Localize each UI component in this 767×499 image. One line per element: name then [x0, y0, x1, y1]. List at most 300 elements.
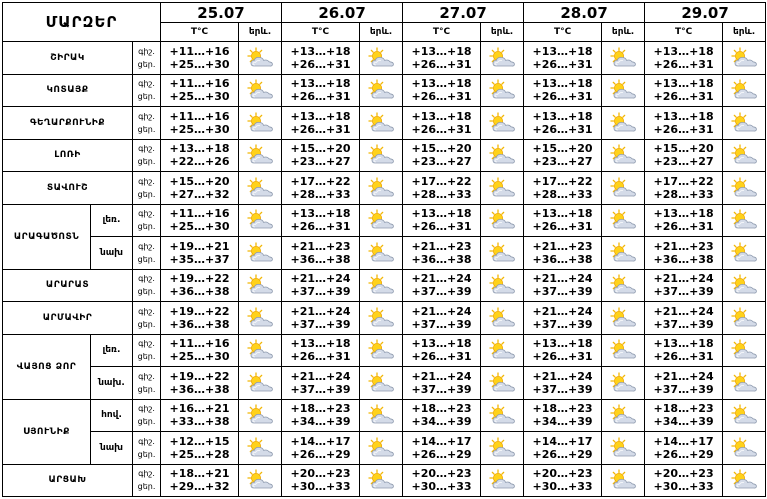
temp-cell [645, 107, 723, 140]
sun-behind-cloud-icon [245, 372, 275, 394]
day-temp: +23…+27 [532, 155, 593, 169]
temp-cell [645, 367, 723, 400]
night-temp: +21…+24 [653, 369, 714, 383]
weather-icon-cell [481, 302, 524, 335]
day-temp: +27…+32 [169, 187, 230, 201]
temp-cell [161, 172, 239, 205]
night-temp: +21…+24 [532, 272, 593, 286]
weather-icon-cell [723, 464, 766, 497]
night-label: գիշ. [138, 306, 155, 316]
night-temp: +21…+24 [290, 369, 351, 383]
weather-icon-cell [481, 204, 524, 237]
sun-behind-cloud-icon [729, 242, 759, 264]
sun-behind-cloud-icon [608, 79, 638, 101]
forecast-row [3, 334, 766, 367]
sun-behind-cloud-icon [729, 339, 759, 361]
weather-icon-cell [481, 42, 524, 75]
temp-col-header: T°C [282, 23, 360, 42]
day-label: ցեր. [137, 482, 156, 492]
sun-behind-cloud-icon [366, 372, 396, 394]
weather-icon-cell [723, 204, 766, 237]
day-temp: +36…+38 [653, 252, 714, 266]
forecast-row [3, 432, 766, 465]
night-temp: +21…+23 [653, 239, 714, 253]
zone-name: նախ. [91, 367, 133, 400]
weather-icon-cell [602, 107, 645, 140]
sun-behind-cloud-icon [245, 144, 275, 166]
temp-cell [403, 432, 481, 465]
night-label: գիշ. [138, 469, 155, 479]
temp-col-header: T°C [403, 23, 481, 42]
weather-icon-cell [239, 334, 282, 367]
temp-cell [282, 204, 360, 237]
weather-icon-cell [360, 107, 403, 140]
zone-name: նախ [91, 432, 133, 465]
sun-behind-cloud-icon [487, 437, 517, 459]
sun-behind-cloud-icon [608, 209, 638, 231]
sun-behind-cloud-icon [729, 404, 759, 426]
night-temp: +20…+23 [653, 467, 714, 481]
day-temp: +36…+38 [532, 252, 593, 266]
sun-behind-cloud-icon [245, 437, 275, 459]
region-name: ՏԱՎՈՒՇ [3, 172, 133, 205]
day-temp: +35…+37 [169, 252, 230, 266]
time-of-day-labels [133, 237, 161, 270]
forecast-row [3, 172, 766, 205]
weather-icon-cell [723, 107, 766, 140]
temp-cell [282, 172, 360, 205]
temp-cell [282, 42, 360, 75]
time-of-day-labels [133, 399, 161, 432]
temp-cell [403, 334, 481, 367]
weather-icon-cell [360, 172, 403, 205]
region-name: ԱՐԱԳԱԾՈՏՆ [3, 204, 91, 269]
night-temp: +13…+18 [532, 337, 593, 351]
sun-behind-cloud-icon [366, 437, 396, 459]
weather-col-header: երև. [481, 23, 524, 42]
sun-behind-cloud-icon [245, 79, 275, 101]
region-name: ԱՐՄԱՎԻՐ [3, 302, 133, 335]
night-temp: +21…+24 [653, 272, 714, 286]
sun-behind-cloud-icon [487, 404, 517, 426]
sun-behind-cloud-icon [608, 469, 638, 491]
sun-behind-cloud-icon [608, 112, 638, 134]
weather-icon-cell [239, 367, 282, 400]
temp-cell [645, 432, 723, 465]
forecast-row [3, 204, 766, 237]
temp-col-header: T°C [161, 23, 239, 42]
temp-cell [524, 107, 602, 140]
sun-behind-cloud-icon [487, 144, 517, 166]
night-temp: +21…+24 [290, 272, 351, 286]
day-label: ցեր. [137, 417, 156, 427]
night-temp: +13…+18 [169, 142, 230, 156]
night-temp: +21…+23 [290, 239, 351, 253]
temp-cell [645, 302, 723, 335]
temp-cell [161, 334, 239, 367]
temp-cell [524, 204, 602, 237]
temp-cell [282, 237, 360, 270]
night-temp: +19…+22 [169, 369, 230, 383]
sun-behind-cloud-icon [487, 177, 517, 199]
day-temp: +36…+38 [169, 317, 230, 331]
weather-icon-cell [723, 367, 766, 400]
day-temp: +37…+39 [653, 317, 714, 331]
day-temp: +26…+31 [411, 122, 472, 136]
night-temp: +21…+24 [411, 272, 472, 286]
sun-behind-cloud-icon [366, 47, 396, 69]
night-temp: +14…+17 [653, 434, 714, 448]
day-temp: +26…+31 [532, 350, 593, 364]
day-label: ցեր. [137, 287, 156, 297]
sun-behind-cloud-icon [487, 79, 517, 101]
weather-icon-cell [360, 269, 403, 302]
time-of-day-labels [133, 302, 161, 335]
region-name: ԼՈՌԻ [3, 139, 133, 172]
sun-behind-cloud-icon [245, 274, 275, 296]
sun-behind-cloud-icon [608, 177, 638, 199]
forecast-table [2, 2, 766, 497]
temp-cell [403, 464, 481, 497]
weather-icon-cell [723, 42, 766, 75]
day-temp: +30…+33 [411, 480, 472, 494]
day-temp: +28…+33 [532, 187, 593, 201]
night-temp: +21…+24 [532, 369, 593, 383]
temp-cell [524, 367, 602, 400]
night-label: գիշ. [138, 339, 155, 349]
day-temp: +37…+39 [411, 285, 472, 299]
day-temp: +26…+31 [290, 57, 351, 71]
night-temp: +11…+16 [169, 77, 230, 91]
temp-cell [524, 172, 602, 205]
night-temp: +13…+18 [411, 207, 472, 221]
sun-behind-cloud-icon [729, 144, 759, 166]
day-temp: +25…+30 [169, 350, 230, 364]
temp-cell [282, 74, 360, 107]
weather-icon-cell [360, 334, 403, 367]
temp-col-header: T°C [645, 23, 723, 42]
day-temp: +26…+31 [653, 90, 714, 104]
day-temp: +26…+31 [290, 122, 351, 136]
night-temp: +13…+18 [653, 207, 714, 221]
night-label: գիշ. [138, 111, 155, 121]
day-label: ցեր. [137, 384, 156, 394]
night-temp: +20…+23 [290, 467, 351, 481]
weather-icon-cell [360, 204, 403, 237]
weather-icon-cell [723, 172, 766, 205]
day-temp: +34…+39 [653, 415, 714, 429]
weather-icon-cell [602, 399, 645, 432]
zone-name: լեռ. [91, 334, 133, 367]
day-temp: +26…+31 [532, 122, 593, 136]
day-label: ցեր. [137, 319, 156, 329]
night-temp: +13…+18 [653, 109, 714, 123]
weather-icon-cell [360, 399, 403, 432]
weather-col-header: երև. [360, 23, 403, 42]
night-temp: +16…+21 [169, 402, 230, 416]
temp-cell [282, 464, 360, 497]
weather-icon-cell [239, 139, 282, 172]
weather-icon-cell [481, 237, 524, 270]
day-temp: +23…+27 [653, 155, 714, 169]
day-temp: +28…+33 [411, 187, 472, 201]
sun-behind-cloud-icon [245, 404, 275, 426]
night-temp: +14…+17 [290, 434, 351, 448]
weather-icon-cell [360, 42, 403, 75]
date-header: 29.07 [645, 3, 766, 23]
day-temp: +26…+31 [532, 220, 593, 234]
night-temp: +13…+18 [290, 109, 351, 123]
weather-icon-cell [481, 107, 524, 140]
temp-cell [161, 139, 239, 172]
weather-icon-cell [481, 432, 524, 465]
temp-cell [282, 334, 360, 367]
weather-icon-cell [239, 107, 282, 140]
temp-cell [524, 42, 602, 75]
weather-icon-cell [360, 432, 403, 465]
weather-icon-cell [723, 237, 766, 270]
night-temp: +13…+18 [653, 337, 714, 351]
sun-behind-cloud-icon [245, 307, 275, 329]
forecast-row [3, 139, 766, 172]
day-temp: +37…+39 [411, 382, 472, 396]
day-temp: +36…+38 [169, 382, 230, 396]
sun-behind-cloud-icon [729, 79, 759, 101]
weather-icon-cell [360, 74, 403, 107]
temp-cell [161, 107, 239, 140]
regions-header: ՄԱՐԶԵՐ [3, 3, 161, 42]
temp-cell [161, 367, 239, 400]
weather-icon-cell [481, 139, 524, 172]
temp-cell [282, 367, 360, 400]
night-temp: +13…+18 [653, 77, 714, 91]
sun-behind-cloud-icon [366, 144, 396, 166]
day-temp: +26…+29 [653, 447, 714, 461]
weather-icon-cell [239, 204, 282, 237]
forecast-row [3, 302, 766, 335]
weather-icon-cell [602, 432, 645, 465]
day-temp: +26…+31 [653, 350, 714, 364]
night-temp: +15…+20 [411, 142, 472, 156]
sun-behind-cloud-icon [608, 339, 638, 361]
temp-cell [524, 334, 602, 367]
zone-name: լեռ. [91, 204, 133, 237]
sun-behind-cloud-icon [608, 307, 638, 329]
day-temp: +37…+39 [653, 382, 714, 396]
sun-behind-cloud-icon [245, 112, 275, 134]
time-of-day-labels [133, 74, 161, 107]
day-temp: +29…+32 [169, 480, 230, 494]
day-temp: +26…+31 [653, 57, 714, 71]
night-temp: +21…+24 [653, 304, 714, 318]
sun-behind-cloud-icon [729, 469, 759, 491]
day-temp: +22…+26 [169, 155, 230, 169]
sun-behind-cloud-icon [487, 274, 517, 296]
forecast-row [3, 107, 766, 140]
temp-cell [524, 139, 602, 172]
temp-cell [161, 204, 239, 237]
night-temp: +13…+18 [532, 44, 593, 58]
night-label: գիշ. [138, 274, 155, 284]
night-temp: +21…+23 [532, 239, 593, 253]
sun-behind-cloud-icon [729, 177, 759, 199]
temp-cell [161, 302, 239, 335]
weather-icon-cell [602, 334, 645, 367]
day-temp: +26…+31 [411, 350, 472, 364]
region-name: ՍՅՈՒՆԻՔ [3, 399, 91, 464]
sun-behind-cloud-icon [487, 307, 517, 329]
night-label: գիշ. [138, 209, 155, 219]
temp-cell [161, 42, 239, 75]
temp-cell [403, 74, 481, 107]
temp-cell [403, 139, 481, 172]
forecast-body [3, 42, 766, 497]
sun-behind-cloud-icon [245, 339, 275, 361]
day-temp: +28…+33 [653, 187, 714, 201]
weather-icon-cell [360, 302, 403, 335]
time-of-day-labels [133, 204, 161, 237]
date-header: 25.07 [161, 3, 282, 23]
night-temp: +18…+23 [532, 402, 593, 416]
sun-behind-cloud-icon [608, 242, 638, 264]
day-temp: +26…+29 [290, 447, 351, 461]
weather-icon-cell [481, 172, 524, 205]
day-temp: +34…+39 [532, 415, 593, 429]
temp-cell [161, 464, 239, 497]
sun-behind-cloud-icon [487, 112, 517, 134]
sun-behind-cloud-icon [366, 242, 396, 264]
day-temp: +34…+39 [411, 415, 472, 429]
sun-behind-cloud-icon [729, 307, 759, 329]
night-temp: +21…+23 [411, 239, 472, 253]
day-temp: +37…+39 [290, 285, 351, 299]
temp-cell [282, 269, 360, 302]
weather-icon-cell [602, 42, 645, 75]
day-temp: +25…+30 [169, 122, 230, 136]
day-temp: +37…+39 [532, 285, 593, 299]
sun-behind-cloud-icon [366, 209, 396, 231]
sun-behind-cloud-icon [729, 372, 759, 394]
temp-cell [161, 74, 239, 107]
night-temp: +15…+20 [169, 174, 230, 188]
day-temp: +25…+28 [169, 447, 230, 461]
weather-icon-cell [239, 269, 282, 302]
weather-icon-cell [723, 432, 766, 465]
day-label: ցեր. [137, 254, 156, 264]
weather-col-header: երև. [602, 23, 645, 42]
night-temp: +13…+18 [290, 77, 351, 91]
night-label: գիշ. [138, 241, 155, 251]
night-temp: +14…+17 [532, 434, 593, 448]
sun-behind-cloud-icon [608, 372, 638, 394]
zone-name: նախ [91, 237, 133, 270]
temp-cell [645, 74, 723, 107]
temp-cell [403, 204, 481, 237]
night-temp: +13…+18 [411, 109, 472, 123]
forecast-row [3, 269, 766, 302]
night-temp: +13…+18 [532, 207, 593, 221]
night-temp: +17…+22 [532, 174, 593, 188]
sun-behind-cloud-icon [245, 469, 275, 491]
day-temp: +37…+39 [653, 285, 714, 299]
day-label: ցեր. [137, 189, 156, 199]
night-temp: +19…+22 [169, 272, 230, 286]
night-label: գիշ. [138, 79, 155, 89]
sun-behind-cloud-icon [729, 274, 759, 296]
weather-icon-cell [239, 42, 282, 75]
night-label: գիշ. [138, 436, 155, 446]
temp-cell [524, 399, 602, 432]
sun-behind-cloud-icon [245, 177, 275, 199]
night-temp: +21…+24 [411, 304, 472, 318]
time-of-day-labels [133, 172, 161, 205]
zone-name: հով. [91, 399, 133, 432]
day-temp: +26…+31 [290, 220, 351, 234]
night-temp: +11…+16 [169, 337, 230, 351]
night-temp: +15…+20 [290, 142, 351, 156]
night-temp: +13…+18 [532, 77, 593, 91]
sun-behind-cloud-icon [729, 209, 759, 231]
sun-behind-cloud-icon [487, 372, 517, 394]
forecast-row [3, 464, 766, 497]
date-header: 27.07 [403, 3, 524, 23]
time-of-day-labels [133, 432, 161, 465]
day-temp: +37…+39 [290, 317, 351, 331]
temp-cell [403, 172, 481, 205]
day-label: ցեր. [137, 59, 156, 69]
weather-icon-cell [360, 237, 403, 270]
temp-cell [524, 432, 602, 465]
temp-cell [645, 172, 723, 205]
sun-behind-cloud-icon [729, 112, 759, 134]
weather-icon-cell [602, 139, 645, 172]
weather-icon-cell [239, 172, 282, 205]
temp-cell [282, 432, 360, 465]
day-temp: +26…+31 [653, 122, 714, 136]
sun-behind-cloud-icon [245, 47, 275, 69]
temp-cell [524, 464, 602, 497]
day-temp: +37…+39 [532, 382, 593, 396]
night-label: գիշ. [138, 46, 155, 56]
region-name: ԳԵՂԱՐՔՈՒՆԻՔ [3, 107, 133, 140]
night-temp: +13…+18 [532, 109, 593, 123]
weather-icon-cell [602, 269, 645, 302]
region-name: ՎԱՅՈՑ ՁՈՐ [3, 334, 91, 399]
night-temp: +15…+20 [653, 142, 714, 156]
time-of-day-labels [133, 139, 161, 172]
weather-icon-cell [723, 302, 766, 335]
day-temp: +36…+38 [169, 285, 230, 299]
night-temp: +13…+18 [290, 337, 351, 351]
day-temp: +23…+27 [411, 155, 472, 169]
night-temp: +13…+18 [290, 44, 351, 58]
night-temp: +13…+18 [411, 337, 472, 351]
temp-cell [645, 334, 723, 367]
day-temp: +37…+39 [532, 317, 593, 331]
region-name: ԱՐՑԱԽ [3, 464, 133, 497]
sun-behind-cloud-icon [487, 47, 517, 69]
day-temp: +36…+38 [290, 252, 351, 266]
day-temp: +26…+31 [290, 90, 351, 104]
night-temp: +13…+18 [411, 77, 472, 91]
day-temp: +23…+27 [290, 155, 351, 169]
day-temp: +25…+30 [169, 90, 230, 104]
night-temp: +14…+17 [411, 434, 472, 448]
weather-icon-cell [239, 464, 282, 497]
night-temp: +13…+18 [653, 44, 714, 58]
day-label: ցեր. [137, 124, 156, 134]
sun-behind-cloud-icon [608, 144, 638, 166]
